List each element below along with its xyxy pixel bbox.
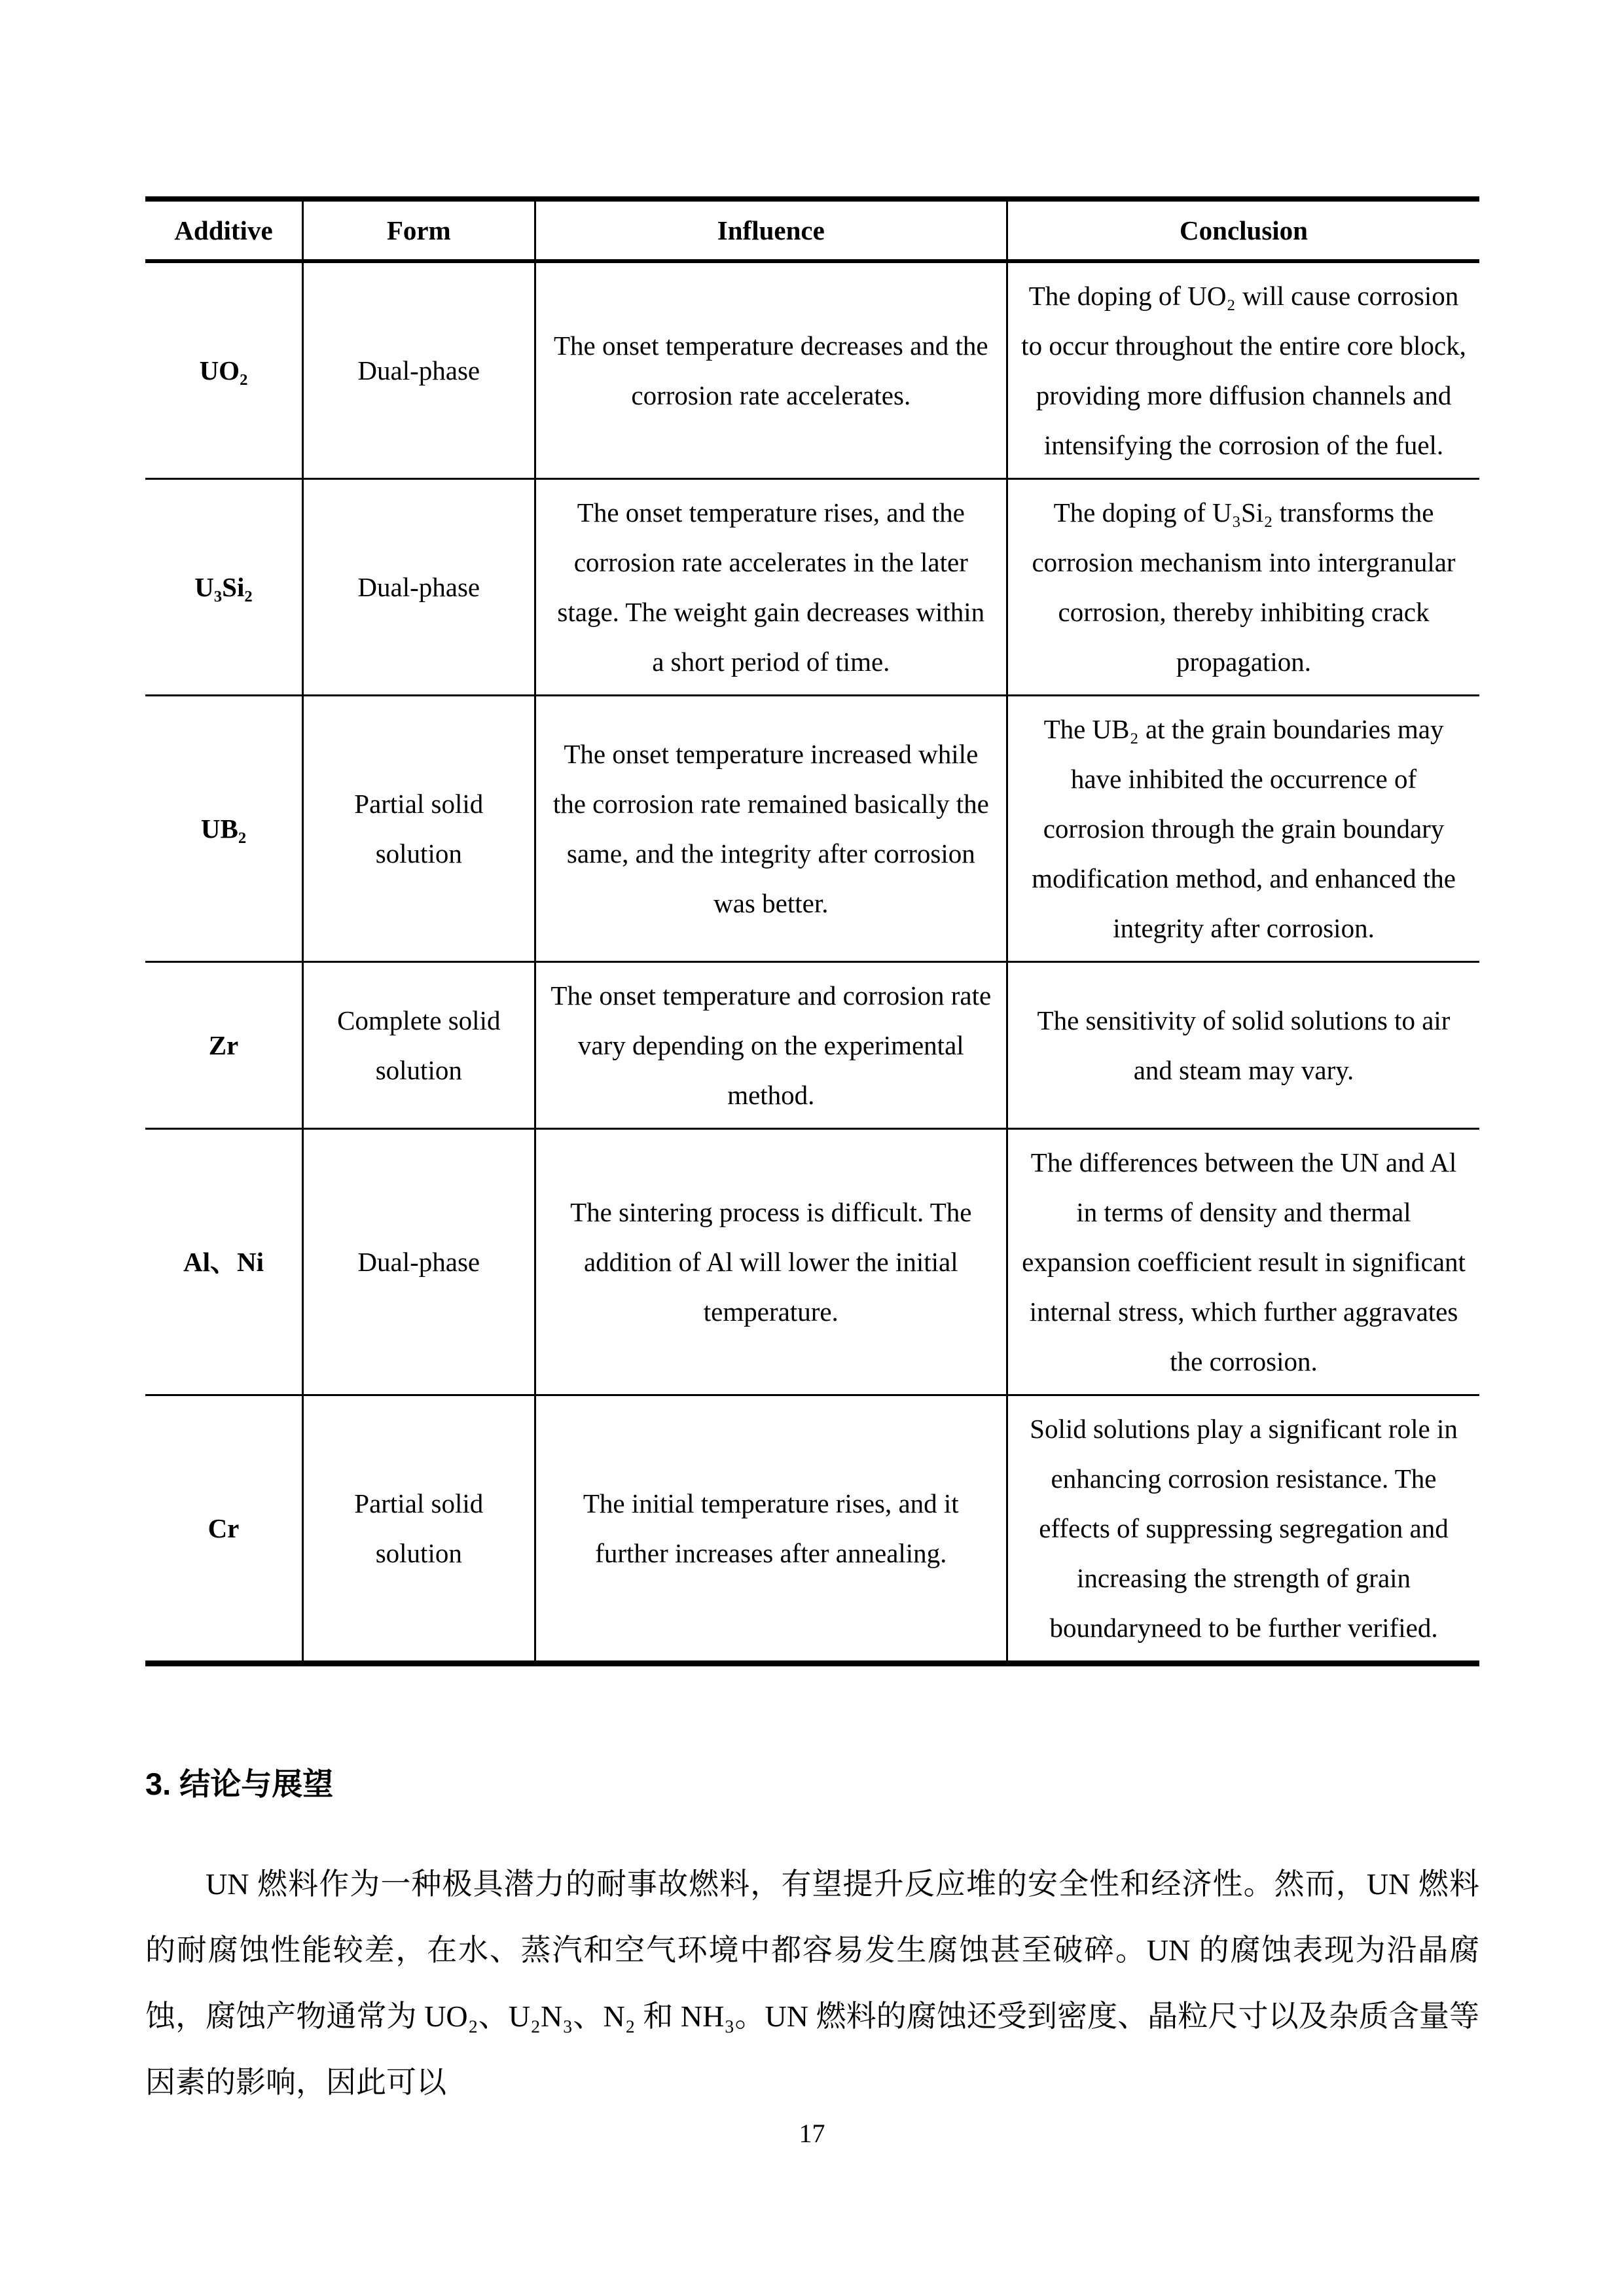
cell-additive: Al、Ni: [145, 1129, 302, 1395]
cell-additive: U₃Si₂: [145, 479, 302, 696]
header-influence: Influence: [535, 199, 1007, 261]
header-additive: Additive: [145, 199, 302, 261]
cell-influence: The onset temperature increased while the corrosion rate remained basically the same, and the integrity after corrosion was better.: [535, 696, 1007, 962]
cell-influence: The onset temperature and corrosion rate vary depending on the experimental method.: [535, 962, 1007, 1129]
cell-form: Dual-phase: [302, 261, 535, 479]
cell-additive: UO₂: [145, 261, 302, 479]
cell-influence: The onset temperature decreases and the corrosion rate accelerates.: [535, 261, 1007, 479]
cell-influence: The sintering process is difficult. The addition of Al will lower the initial temperature.: [535, 1129, 1007, 1395]
header-form: Form: [302, 199, 535, 261]
cell-conclusion: Solid solutions play a significant role in enhancing corrosion resistance. The effects of suppressing segregation and increasing the strength of grain boundaryneed to be further verified.: [1007, 1395, 1479, 1664]
section-heading: 3. 结论与展望: [145, 1767, 334, 1801]
table-row-uo2: [145, 261, 1479, 479]
table-header-row: [145, 199, 1479, 261]
page-content: [145, 0, 1479, 2115]
cell-conclusion: The differences between the UN and Al in terms of density and thermal expansion coefficient result in significant internal stress, which further aggravates the corrosion.: [1007, 1129, 1479, 1395]
body-paragraph: UN 燃料作为一种极具潜力的耐事故燃料，有望提升反应堆的安全性和经济性。然而，UN 燃料的耐腐蚀性能较差，在水、蒸汽和空气环境中都容易发生腐蚀甚至破碎。UN 的腐蚀表现为沿晶腐蚀，腐蚀产物通常为 UO₂、U₂N₃、N₂ 和 NH₃。UN 燃料的腐蚀还受到密度、晶粒尺寸以及杂质含量等因素的影响，因此可以: [145, 1867, 1479, 2099]
cell-form: Dual-phase: [302, 479, 535, 696]
cell-conclusion: The UB₂ at the grain boundaries may have inhibited the occurrence of corrosion through the grain boundary modification method, and enhanced the integrity after corrosion.: [1007, 696, 1479, 962]
cell-form: Complete solid solution: [302, 962, 535, 1129]
cell-form: Dual-phase: [302, 1129, 535, 1395]
cell-additive: UB₂: [145, 696, 302, 962]
table-row-ub2: [145, 696, 1479, 962]
table-row-al-ni: [145, 1129, 1479, 1395]
table-row-zr: [145, 962, 1479, 1129]
table-row-cr: [145, 1395, 1479, 1664]
cell-conclusion: The doping of UO₂ will cause corrosion to occur throughout the entire core block, providing more diffusion channels and intensifying the corrosion of the fuel.: [1007, 261, 1479, 479]
table-row-u3si2: [145, 479, 1479, 696]
page-number: 17: [799, 2119, 825, 2148]
cell-influence: The onset temperature rises, and the corrosion rate accelerates in the later stage. The weight gain decreases within a short period of time.: [535, 479, 1007, 696]
cell-conclusion: The sensitivity of solid solutions to air and steam may vary.: [1007, 962, 1479, 1129]
cell-form: Partial solid solution: [302, 696, 535, 962]
header-conclusion: Conclusion: [1007, 199, 1479, 261]
cell-additive: Zr: [145, 962, 302, 1129]
cell-additive: Cr: [145, 1395, 302, 1664]
cell-conclusion: The doping of U₃Si₂ transforms the corrosion mechanism into intergranular corrosion, thereby inhibiting crack propagation.: [1007, 479, 1479, 696]
additive-corrosion-table: [145, 196, 1479, 1666]
cell-form: Partial solid solution: [302, 1395, 535, 1664]
cell-influence: The initial temperature rises, and it further increases after annealing.: [535, 1395, 1007, 1664]
